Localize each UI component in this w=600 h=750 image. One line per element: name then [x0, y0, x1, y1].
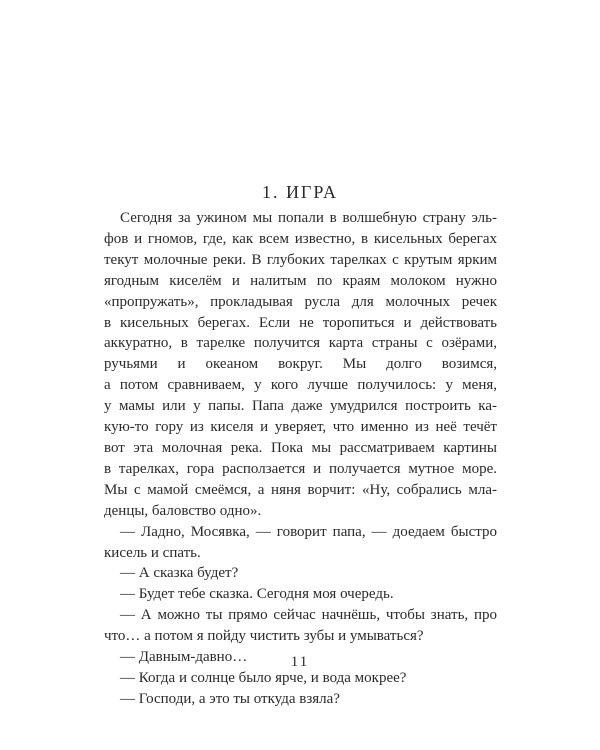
text-line: ручьями и океаном вокруг. Мы долго возимся,: [104, 356, 497, 373]
text-line: денцы, баловство одно».: [104, 502, 262, 519]
text-line: кисель и спать.: [104, 544, 201, 561]
chapter-title: 1. ИГРА: [261, 182, 339, 202]
dialogue-line: — Когда и солнце было ярче, и вода мокрее?: [120, 669, 407, 686]
dialogue-line: — Ладно, Мосявка, — говорит папа, — доедаем быстро: [120, 523, 497, 540]
page-number: 11: [290, 654, 310, 670]
dialogue-line: — А можно ты прямо сейчас начнёшь, чтобы знать, про: [120, 607, 497, 624]
chapter-body: [104, 208, 497, 710]
dialogue-line: — Господи, а это ты откуда взяла?: [120, 690, 340, 707]
text-line: Мы с мамой смеёмся, а няня ворчит: «Ну, собрались мла-: [104, 481, 497, 498]
text-line: текут молочные реки. В глубоких тарелках с крутым ярким: [104, 251, 497, 268]
text-line: в тарелках, гора расползается и получается мутное море.: [104, 460, 497, 477]
dialogue-line: — Будет тебе сказка. Сегодня моя очередь.: [120, 586, 394, 603]
text-line: у мамы или у папы. Папа даже умудрился построить ка-: [104, 398, 497, 415]
text-line: вот эта молочная река. Пока мы рассматриваем картины: [104, 439, 497, 456]
text-line: аккуратно, в тарелке получится карта страны с озёрами,: [104, 335, 497, 352]
text-line: ягодным киселём и налитым по краям молоком нужно: [104, 272, 497, 289]
text-line: кую-то гору из киселя и уверяет, что именно из неё течёт: [104, 419, 497, 436]
text-line: в кисельных берегах. Если не торопиться и действовать: [104, 314, 497, 331]
text-line: а потом сравниваем, у кого лучше получилось: у меня,: [104, 377, 497, 394]
dialogue-line: — Давным-давно…: [120, 649, 248, 666]
text-line: Сегодня за ужином мы попали в волшебную страну эль-: [120, 210, 497, 226]
dialogue-line: — А сказка будет?: [120, 565, 239, 582]
text-line: «пропружать», прокладывая русла для молочных речек: [104, 293, 497, 310]
text-line: что… а потом я пойду чистить зубы и умываться?: [104, 628, 424, 645]
text-line: фов и гномов, где, как всем известно, в кисельных берегах: [104, 230, 497, 247]
